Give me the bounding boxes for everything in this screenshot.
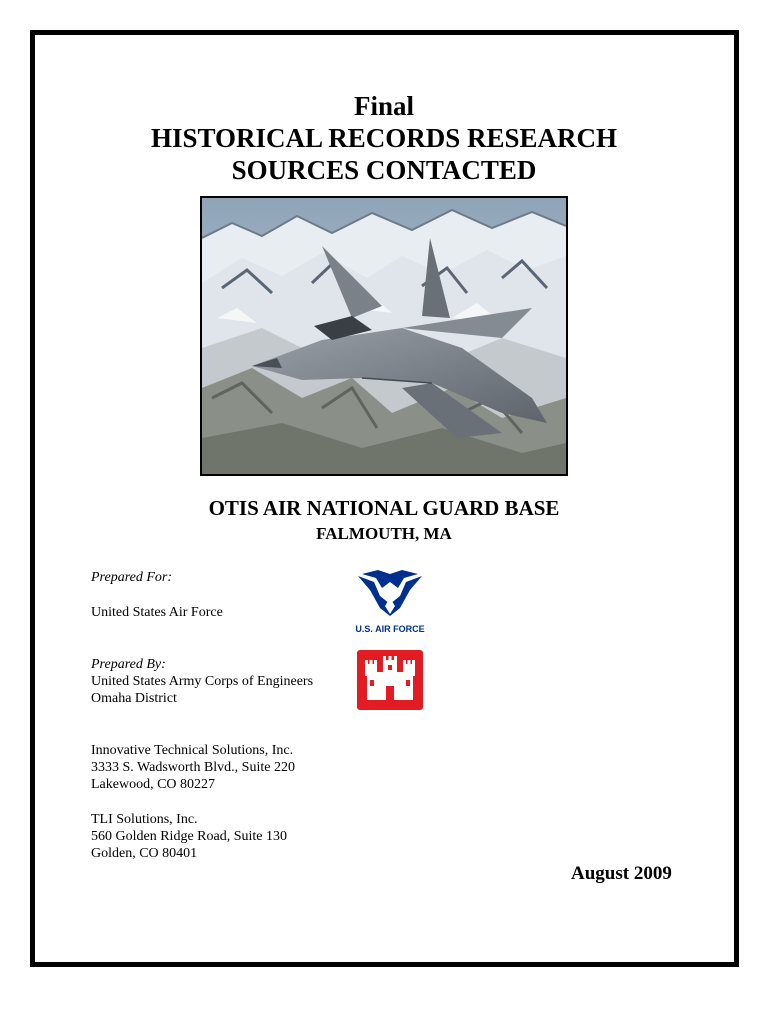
usace-castle-logo — [357, 650, 423, 710]
base-name: OTIS AIR NATIONAL GUARD BASE — [208, 496, 560, 520]
contractor-2-name: TLI Solutions, Inc. — [91, 812, 198, 827]
contractor-2-city: Golden, CO 80401 — [91, 846, 198, 861]
prepared-for-label: Prepared For: — [91, 570, 172, 585]
jet-over-mountains-image — [202, 198, 566, 474]
contractor-1-address: 3333 S. Wadsworth Blvd., Suite 220 — [91, 760, 295, 775]
contractor-1-name: Innovative Technical Solutions, Inc. — [91, 743, 294, 758]
report-title — [0, 90, 768, 186]
contractor-1-city: Lakewood, CO 80227 — [91, 777, 216, 792]
title-line-2: HISTORICAL RECORDS RESEARCH — [150, 123, 618, 153]
fighter-jet-photo — [200, 196, 568, 476]
title-line-3: SOURCES CONTACTED — [231, 155, 537, 185]
report-date: August 2009 — [571, 863, 672, 884]
air-force-wings-icon — [348, 568, 432, 638]
prepared-by-label: Prepared By: — [91, 657, 166, 672]
prepared-for-org: United States Air Force — [91, 605, 223, 620]
prepared-by-org: United States Army Corps of Engineers — [91, 674, 314, 689]
air-force-logo — [348, 568, 432, 638]
prepared-by-district: Omaha District — [91, 691, 177, 706]
title-line-1: Final — [353, 91, 414, 121]
contractor-2-address: 560 Golden Ridge Road, Suite 130 — [91, 829, 287, 844]
base-location: FALMOUTH, MA — [316, 524, 452, 543]
castle-icon — [357, 650, 423, 710]
air-force-logo-text: U.S. AIR FORCE — [355, 624, 425, 634]
